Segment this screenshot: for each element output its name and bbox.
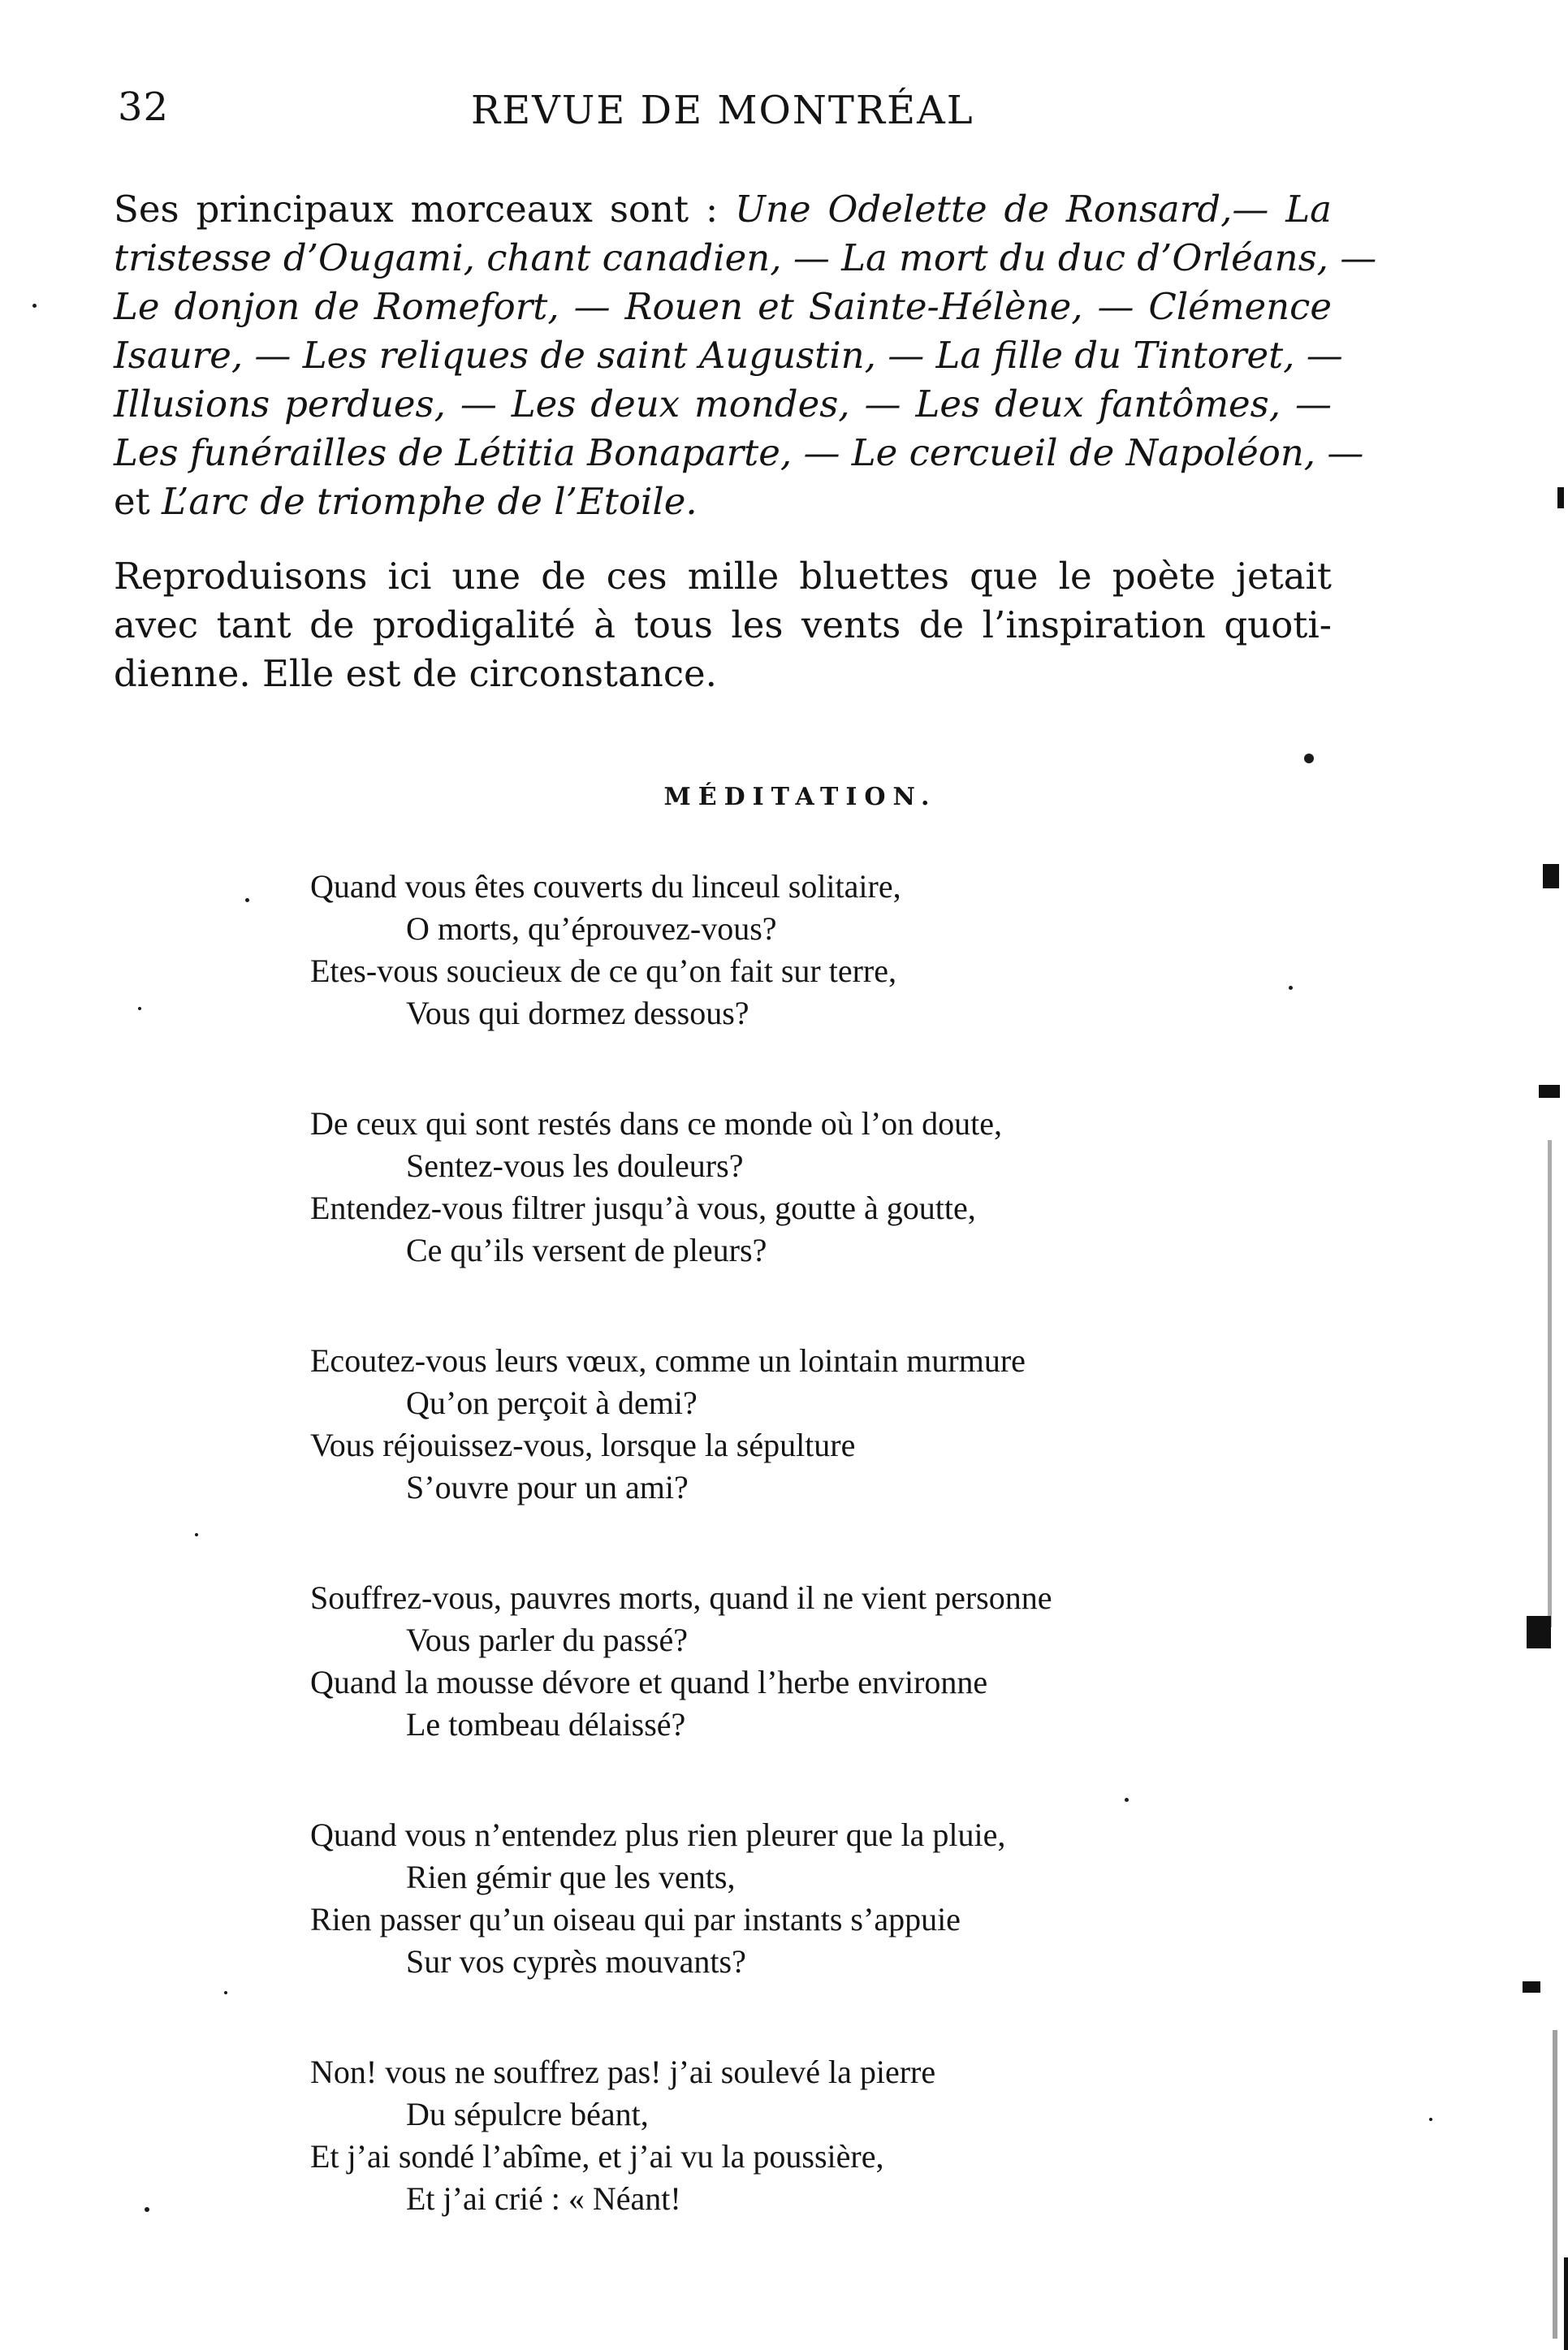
- text-line: [114, 185, 1332, 234]
- poem-verse: Vous réjouissez-vous, lorsque la sépulture: [310, 1427, 856, 1463]
- text-line: [114, 601, 1332, 650]
- text-run: Ses principaux morceaux sont :: [114, 188, 736, 231]
- scan-edge-mark: [1564, 2257, 1568, 2350]
- scan-speck: [32, 304, 37, 308]
- scan-speck: [1125, 1798, 1129, 1802]
- poem-verse: Et j’ai crié : « Néant!: [406, 2180, 681, 2217]
- paragraph-list-of-works: [114, 185, 1377, 526]
- poem-verse: De ceux qui sont restés dans ce monde où l’on doute,: [310, 1105, 1003, 1142]
- poem-verse: Qu’on perçoit à demi?: [406, 1385, 698, 1421]
- poem-verse: Etes-vous soucieux de ce qu’on fait sur terre,: [310, 953, 896, 989]
- poem-stanza: [310, 2051, 1052, 2220]
- text-line: [114, 234, 1377, 283]
- poem-verse: Quand vous êtes couverts du linceul solitaire,: [310, 868, 901, 905]
- text-run: et: [114, 480, 162, 523]
- scan-edge-mark: [1553, 2030, 1557, 2339]
- poem-stanza: [310, 866, 1052, 1035]
- poem-verse: O morts, qu’éprouvez-vous?: [406, 910, 777, 947]
- text-line: [114, 380, 1332, 429]
- scan-speck: [1304, 754, 1314, 763]
- poem-verse: Ce qu’ils versent de pleurs?: [406, 1232, 767, 1268]
- text-line: [114, 552, 1332, 601]
- poem-body: [310, 866, 1052, 2288]
- poem-verse: Du sépulcre béant,: [406, 2096, 649, 2132]
- poem-verse: Vous qui dormez dessous?: [406, 995, 749, 1031]
- text-line: [114, 477, 1332, 526]
- running-title: REVUE DE MONTRÉAL: [471, 88, 974, 133]
- scan-edge-mark: [1548, 1140, 1552, 1627]
- italic-title-run: tristesse d’Ougami, chant canadien, — La mort du duc d’Orléans, —: [114, 236, 1377, 279]
- poem-verse: Rien passer qu’un oiseau qui par instants s’appuie: [310, 1901, 961, 1937]
- scan-speck: [245, 898, 249, 902]
- italic-title-run: Une Odelette de Ronsard,— La: [735, 188, 1332, 231]
- poem-verse: Non! vous ne souffrez pas! j’ai soulevé la pierre: [310, 2054, 936, 2090]
- poem-verse: Quand la mousse dévore et quand l’herbe environne: [310, 1664, 988, 1700]
- poem-verse: Ecoutez-vous leurs vœux, comme un lointain murmure: [310, 1342, 1026, 1379]
- scan-speck: [1289, 986, 1293, 990]
- poem-verse: S’ouvre pour un ami?: [406, 1469, 689, 1505]
- poem-title: MÉDITATION.: [663, 783, 937, 811]
- poem-stanza: [310, 1340, 1052, 1509]
- scan-speck: [145, 2207, 149, 2212]
- italic-title-run: Illusions perdues, — Les deux mondes, — Les deux fantômes, —: [114, 382, 1332, 426]
- poem-verse: Et j’ai sondé l’abîme, et j’ai vu la poussière,: [310, 2138, 884, 2175]
- text-line: [114, 429, 1364, 477]
- scan-speck: [1429, 2118, 1432, 2121]
- poem-stanza: [310, 1814, 1052, 1983]
- text-run: dienne. Elle est de circonstance.: [114, 652, 717, 695]
- scan-edge-mark: [1557, 487, 1564, 508]
- italic-title-run: Les funérailles de Létitia Bonaparte, — Le cercueil de Napoléon, —: [114, 431, 1364, 474]
- poem-stanza: [310, 1103, 1052, 1272]
- poem-verse: Sur vos cyprès mouvants?: [406, 1943, 746, 1980]
- scan-speck: [195, 1533, 198, 1536]
- text-run: avec tant de prodigalité à tous les vents de l’inspiration quoti-: [114, 603, 1332, 646]
- poem-stanza: [310, 1577, 1052, 1746]
- poem-verse: Vous parler du passé?: [406, 1622, 688, 1658]
- italic-title-run: Isaure, — Les reliques de saint Augustin, — La fille du Tintoret, —: [114, 334, 1343, 377]
- poem-verse: Rien gémir que les vents,: [406, 1859, 736, 1895]
- italic-title-run: L’arc de triomphe de l’Etoile.: [162, 480, 698, 523]
- scan-edge-mark: [1543, 864, 1559, 888]
- text-line: [114, 650, 1332, 698]
- text-line: [114, 283, 1332, 331]
- scan-speck: [138, 1007, 141, 1010]
- poem-verse: Quand vous n’entendez plus rien pleurer que la pluie,: [310, 1816, 1006, 1853]
- scan-edge-mark: [1523, 1981, 1540, 1993]
- poem-verse: Entendez-vous filtrer jusqu’à vous, goutte à goutte,: [310, 1190, 976, 1226]
- scan-edge-mark: [1539, 1085, 1560, 1098]
- page-number: 32: [118, 84, 170, 130]
- text-line: [114, 331, 1343, 380]
- scan-edge-mark: [1527, 1616, 1551, 1648]
- paragraph-introduction: [114, 552, 1332, 698]
- poem-verse: Le tombeau délaissé?: [406, 1706, 686, 1743]
- poem-verse: Sentez-vous les douleurs?: [406, 1147, 744, 1184]
- text-run: Reproduisons ici une de ces mille bluettes que le poète jetait: [114, 555, 1332, 598]
- poem-verse: Souffrez-vous, pauvres morts, quand il ne vient personne: [310, 1579, 1052, 1616]
- italic-title-run: Le donjon de Romefort, — Rouen et Sainte-Hélène, — Clémence: [114, 285, 1332, 328]
- scan-speck: [224, 1991, 227, 1994]
